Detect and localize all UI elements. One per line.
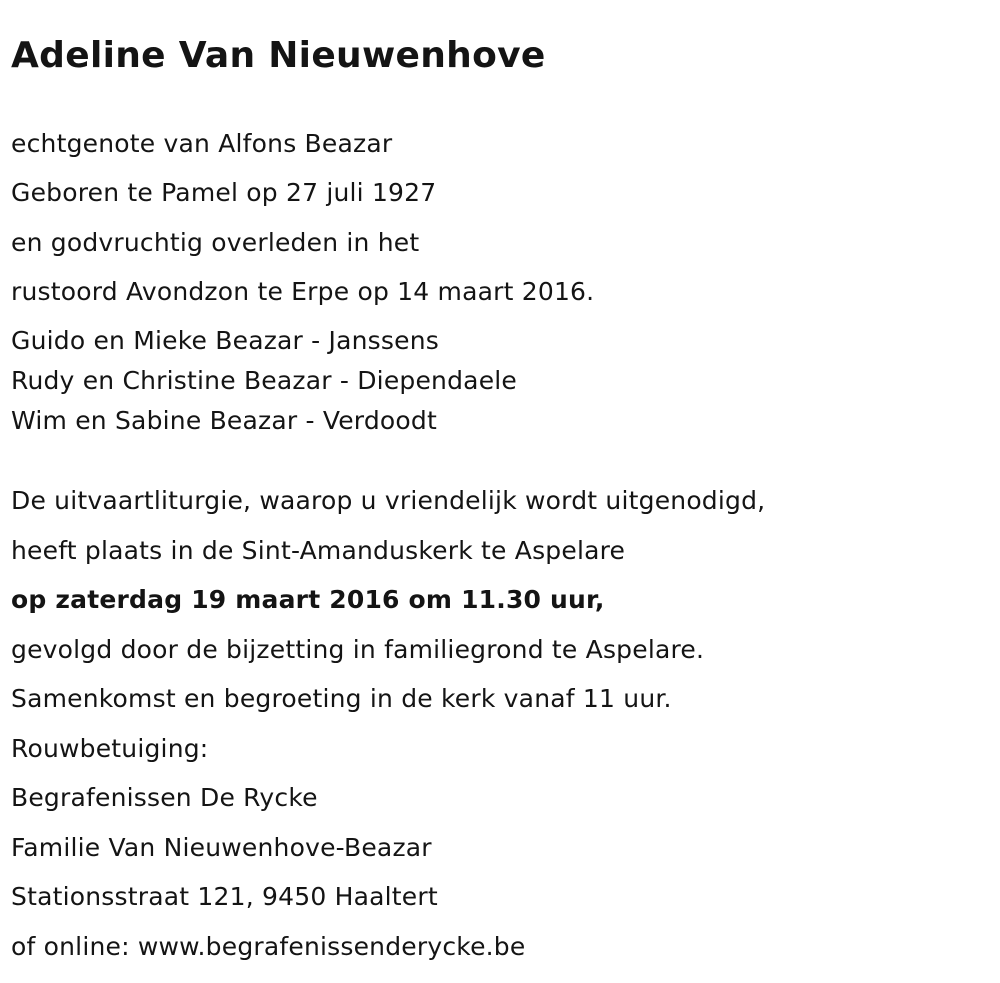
- condolence-address-line: Begrafenissen De Rycke: [11, 783, 318, 812]
- online-condolence-link[interactable]: of online: www.begrafenissenderycke.be: [11, 932, 526, 961]
- family-member: Rudy en Christine Beazar - Diependaele: [11, 366, 518, 395]
- service-datetime: op zaterdag 19 maart 2016 om 11.30 uur,: [11, 585, 605, 614]
- deceased-name: Adeline Van Nieuwenhove: [11, 35, 546, 76]
- liturgy-line-2: heeft plaats in de Sint-Amanduskerk te Aspelare: [11, 536, 626, 565]
- death-line-2: rustoord Avondzon te Erpe op 14 maart 2016.: [11, 277, 595, 306]
- condolence-address-line: Stationsstraat 121, 9450 Haaltert: [11, 882, 438, 911]
- death-line-1: en godvruchtig overleden in het: [11, 228, 420, 257]
- gathering-line: Samenkomst en begroeting in de kerk vanaf 11 uur.: [11, 684, 672, 713]
- family-member: Guido en Mieke Beazar - Janssens: [11, 326, 439, 355]
- condolence-address-line: Familie Van Nieuwenhove-Beazar: [11, 833, 432, 862]
- family-member: Wim en Sabine Beazar - Verdoodt: [11, 406, 437, 435]
- spouse-line: echtgenote van Alfons Beazar: [11, 129, 393, 158]
- birth-line: Geboren te Pamel op 27 juli 1927: [11, 178, 437, 207]
- liturgy-line-1: De uitvaartliturgie, waarop u vriendelijk wordt uitgenodigd,: [11, 486, 766, 515]
- burial-line: gevolgd door de bijzetting in familiegrond te Aspelare.: [11, 635, 705, 664]
- condolence-heading: Rouwbetuiging:: [11, 734, 209, 763]
